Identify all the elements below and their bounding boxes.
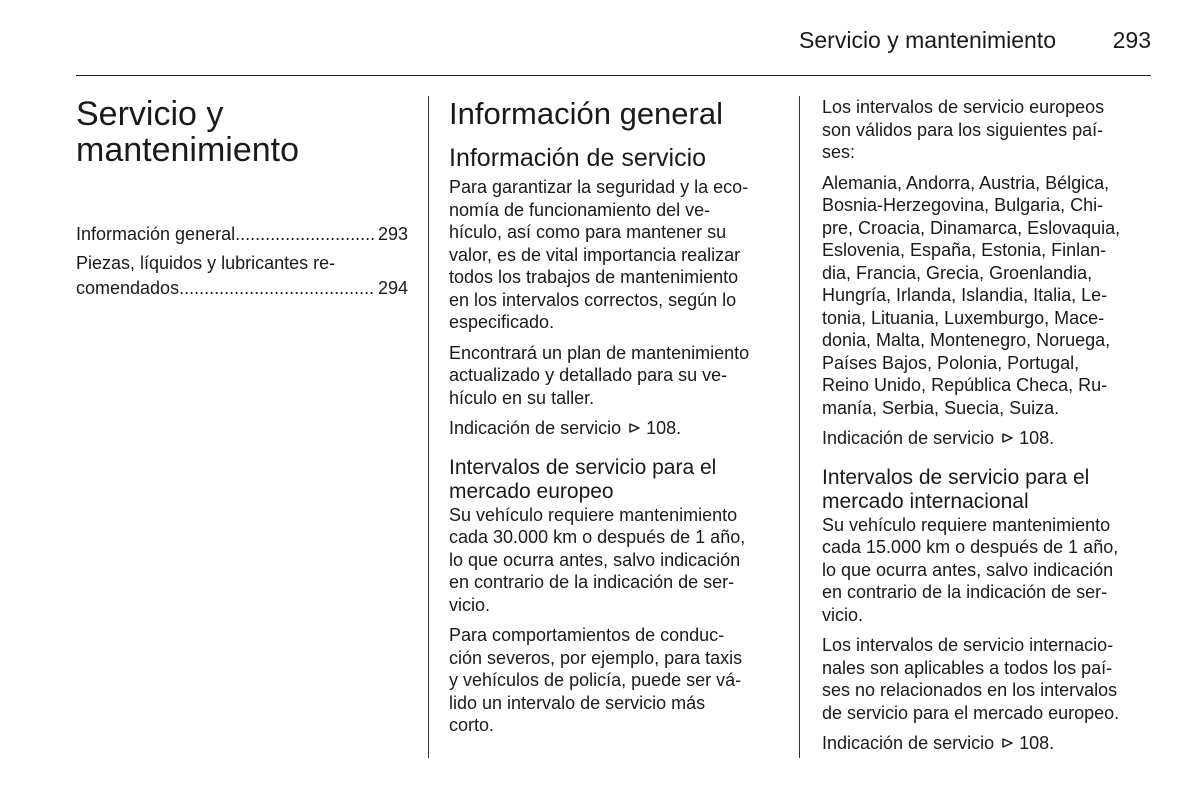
heading-line: Intervalos de servicio para el <box>822 465 1090 489</box>
text-line: Para comportamientos de conduc- <box>449 625 725 645</box>
text-line: cada 30.000 km o después de 1 año, <box>449 527 746 547</box>
text-line: Los intervalos de servicio europeos <box>822 97 1105 117</box>
text-line: de servicio para el mercado europeo. <box>822 702 1120 723</box>
table-of-contents <box>76 222 408 301</box>
intl-interval-paragraph <box>822 514 1152 627</box>
text-line: Alemania, Andorra, Austria, Bélgica, <box>822 172 1110 193</box>
text-line: son válidos para los siguientes paí- <box>822 119 1104 140</box>
text-line: Países Bajos, Polonia, Portugal, <box>822 352 1080 373</box>
intl-intervals-heading <box>822 466 1152 514</box>
heading-line: mercado europeo <box>449 479 614 503</box>
text-line: dia, Francia, Grecia, Groenlandia, <box>822 262 1093 283</box>
text-line: Bosnia-Herzegovina, Bulgaria, Chi- <box>822 195 1104 215</box>
text-line: vicio. <box>822 604 864 625</box>
service-indicator-reference[interactable] <box>449 417 781 440</box>
text-line: pre, Croacia, Dinamarca, Eslovaquia, <box>822 217 1121 238</box>
toc-entry-piezas-liquidos[interactable] <box>76 251 408 301</box>
text-line: especificado. <box>449 312 555 332</box>
section-heading: Información general <box>449 96 723 131</box>
maintenance-plan-paragraph <box>449 342 781 410</box>
eu-countries-list <box>822 172 1152 420</box>
page-reference-arrow-icon <box>1001 431 1015 445</box>
toc-entry-informacion-general[interactable] <box>76 222 408 247</box>
chapter-title-line-2: mantenimiento <box>76 131 300 169</box>
text-line: hículo en su taller. <box>449 387 595 408</box>
eu-intervals-heading <box>449 456 781 504</box>
reference-text: Indicación de servicio <box>822 733 995 753</box>
reference-page: 108. <box>1019 428 1055 448</box>
toc-leader-dots <box>235 222 374 247</box>
text-line: lido un intervalo de servicio más <box>449 692 706 713</box>
header-divider <box>76 75 1151 76</box>
column-divider-1 <box>428 96 429 758</box>
text-line: en contrario de la indicación de ser- <box>449 572 735 592</box>
text-line: Hungría, Irlanda, Islandia, Italia, Le- <box>822 285 1108 305</box>
toc-entry-line <box>76 276 408 301</box>
text-line: nomía de funcionamiento del ve- <box>449 199 711 220</box>
text-line: nales son aplicables a todos los paí- <box>822 657 1113 678</box>
column-divider-2 <box>799 96 800 758</box>
reference-text: Indicación de servicio <box>449 418 622 438</box>
page-reference-arrow-icon <box>1001 736 1015 750</box>
text-line: lo que ocurra antes, salvo indicación <box>449 549 741 570</box>
toc-entry-label-line-1: Piezas, líquidos y lubricantes re- <box>76 253 336 273</box>
text-line: valor, es de vital importancia realizar <box>449 244 741 265</box>
page-reference-arrow-icon <box>628 421 642 435</box>
text-line: y vehículos de policía, puede ser vá- <box>449 670 742 690</box>
reference-text: Indicación de servicio <box>822 428 995 448</box>
text-line: Encontrará un plan de mantenimiento <box>449 342 750 363</box>
toc-leader-dots <box>179 276 374 301</box>
toc-entry-label-line-2: comendados <box>76 278 180 298</box>
text-line: Su vehículo requiere mantenimiento <box>449 504 738 525</box>
intl-applicability-paragraph <box>822 634 1152 724</box>
severe-driving-paragraph <box>449 624 781 737</box>
eu-countries-intro <box>822 96 1152 164</box>
subsection-heading: Información de servicio <box>449 144 707 172</box>
chapter-column <box>76 96 408 305</box>
text-line: todos los trabajos de mantenimiento <box>449 267 739 287</box>
reference-page: 108. <box>646 418 682 438</box>
chapter-title-line-1: Servicio y <box>76 95 224 133</box>
heading-line: Intervalos de servicio para el <box>449 455 717 479</box>
text-line: ses no relacionados en los intervalos <box>822 680 1118 700</box>
text-line: donia, Malta, Montenegro, Noruega, <box>822 330 1111 350</box>
reference-page: 108. <box>1019 733 1055 753</box>
text-line: Para garantizar la seguridad y la eco- <box>449 177 749 197</box>
text-line: vicio. <box>449 594 491 615</box>
intervals-column <box>822 96 1152 763</box>
text-line: Su vehículo requiere mantenimiento <box>822 514 1111 535</box>
service-indicator-reference[interactable] <box>822 732 1152 755</box>
text-line: Reino Unido, República Checa, Ru- <box>822 375 1108 395</box>
toc-entry-page: 293 <box>377 224 408 244</box>
text-line: ción severos, por ejemplo, para taxis <box>449 647 743 668</box>
eu-interval-paragraph <box>449 504 781 617</box>
text-line: tonia, Lituania, Luxemburgo, Mace- <box>822 307 1105 328</box>
heading-line: mercado internacional <box>822 489 1029 513</box>
text-line: corto. <box>449 715 495 735</box>
text-line: manía, Serbia, Suecia, Suiza. <box>822 397 1060 418</box>
text-line: lo que ocurra antes, salvo indicación <box>822 559 1114 580</box>
toc-entry-label: Información general <box>76 224 236 244</box>
text-line: Eslovenia, España, Estonia, Finlan- <box>822 240 1107 260</box>
text-line: hículo, así como para mantener su <box>449 222 727 242</box>
text-line: actualizado y detallado para su ve- <box>449 365 728 385</box>
toc-entry-line <box>76 222 408 247</box>
text-line: en contrario de la indicación de ser- <box>822 582 1108 602</box>
service-info-paragraph <box>449 176 781 334</box>
text-line: Los intervalos de servicio internacio- <box>822 635 1114 655</box>
general-info-column <box>449 96 781 745</box>
service-indicator-reference[interactable] <box>822 427 1152 450</box>
text-line: cada 15.000 km o después de 1 año, <box>822 537 1119 557</box>
chapter-title <box>76 96 408 168</box>
text-line: ses: <box>822 142 856 162</box>
toc-entry-page: 294 <box>377 278 408 298</box>
running-header-title: Servicio y mantenimiento <box>799 27 1056 53</box>
page-number: 293 <box>1112 27 1151 53</box>
text-line: en los intervalos correctos, según lo <box>449 289 737 310</box>
